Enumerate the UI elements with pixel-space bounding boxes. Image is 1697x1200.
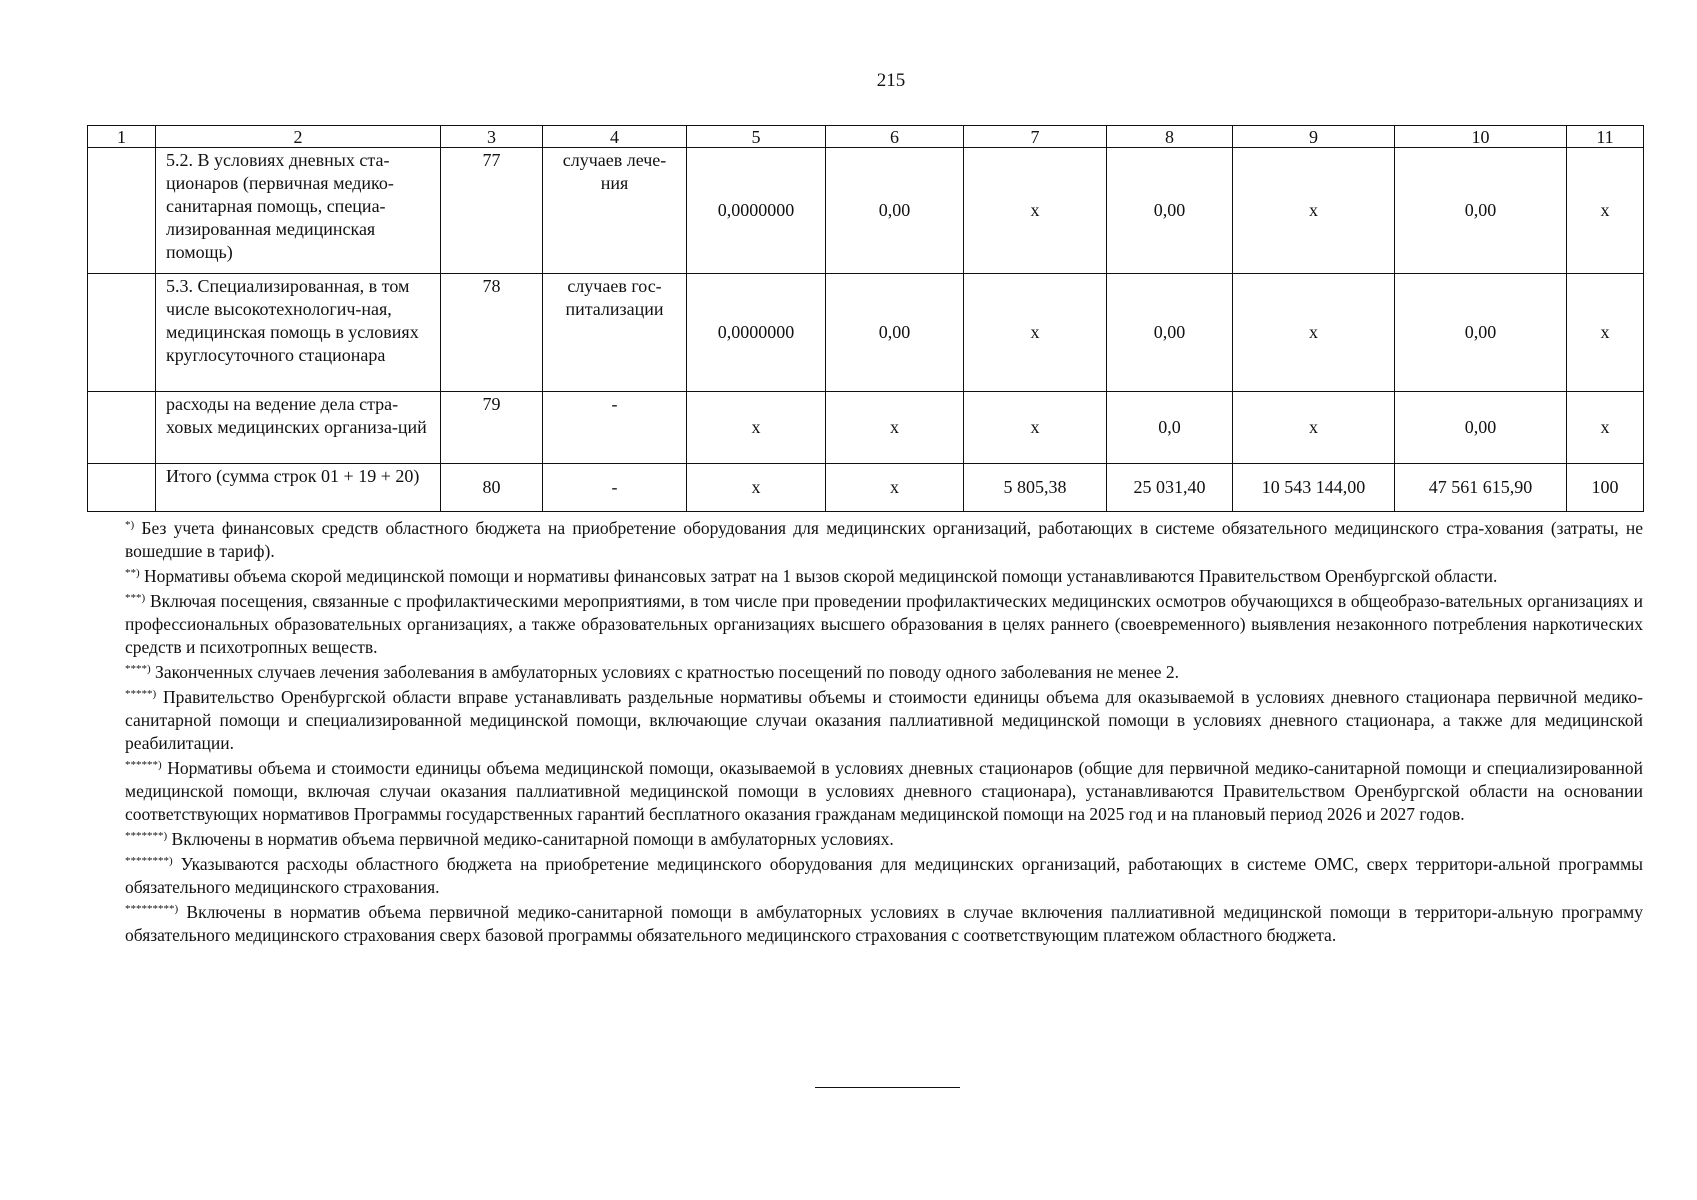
footnote-mark: *******): [125, 830, 168, 842]
column-number: 6: [826, 126, 964, 148]
footnote-mark: ********): [125, 855, 173, 867]
table-cell: 0,00: [826, 148, 964, 274]
unit-cell: -: [543, 392, 687, 464]
footnote-mark: **): [125, 567, 140, 579]
line-number: 80: [441, 464, 543, 512]
line-number: 77: [441, 148, 543, 274]
table-cell: 0,00: [1395, 274, 1567, 392]
table-cell: х: [826, 464, 964, 512]
table-cell: [88, 464, 156, 512]
footnote: [125, 901, 1643, 947]
footnote-text: Указываются расходы областного бюджета на приобретение медицинского оборудования для медицинских организаций, работающих в системе ОМС, сверх территори-альной программы обязательного медицинского страхования.: [125, 854, 1643, 897]
table-cell: х: [687, 392, 826, 464]
row-name: Итого (сумма строк 01 + 19 + 20): [156, 464, 441, 512]
table-cell: х: [964, 148, 1107, 274]
row-name: 5.2. В условиях дневных ста-ционаров (первичная медико-санитарная помощь, специа-лизированная медицинская помощь): [156, 148, 441, 274]
footnote-text: Включены в норматив объема первичной медико-санитарной помощи в амбулаторных условиях в случае включения паллиативной медицинской помощи в территори-альную программу обязательного медицинского страхования сверх базовой программы обязательного медицинского страхования с соответствующим платежом областного бюджета.: [125, 902, 1643, 945]
table-cell: 5 805,38: [964, 464, 1107, 512]
footnote: [125, 565, 1643, 588]
footnote-mark: *****): [125, 688, 157, 700]
table-row: [88, 274, 1644, 392]
table-cell: [88, 148, 156, 274]
table-cell: [88, 274, 156, 392]
column-number: 9: [1233, 126, 1395, 148]
footnote-mark: ****): [125, 663, 151, 675]
footnote: [125, 853, 1643, 899]
table-cell: 0,0000000: [687, 274, 826, 392]
table-cell: [88, 392, 156, 464]
footnote: [125, 590, 1643, 659]
table-cell: 47 561 615,90: [1395, 464, 1567, 512]
data-table: [87, 125, 1644, 512]
footnote: [125, 661, 1643, 684]
table-cell: 0,00: [1395, 148, 1567, 274]
table-cell: 0,0000000: [687, 148, 826, 274]
footnote-mark: *): [125, 519, 135, 531]
footnote-text: Нормативы объема и стоимости единицы объема медицинской помощи, оказываемой в условиях дневных стационаров (общие для первичной медико-санитарной помощи и специализированной медицинской помощи, включая случаи оказания паллиативной медицинской помощи в условиях дневного стационара), устанавливаются Правительством Оренбургской области на основании соответствующих нормативов Программы государственных гарантий бесплатного оказания гражданам медицинской помощи на 2025 год и на плановый период 2026 и 2027 годов.: [125, 758, 1643, 824]
table-row: [88, 148, 1644, 274]
table-cell: 0,00: [826, 274, 964, 392]
footnote-text: Законченных случаев лечения заболевания в амбулаторных условиях с кратностью посещений по поводу одного заболевания не менее 2.: [150, 662, 1180, 682]
footnote-text: Правительство Оренбургской области вправе устанавливать раздельные нормативы объемы и стоимости единицы объема для оказываемой в условиях дневного стационара первичной медико-санитарной помощи и специализированной медицинской помощи, включающие случаи оказания паллиативной медицинской помощи в условиях дневного стационара, а также для медицинской реабилитации.: [125, 687, 1643, 753]
unit-cell: -: [543, 464, 687, 512]
footnote-text: Без учета финансовых средств областного бюджета на приобретение оборудования для медицинских организаций, работающих в системе обязательного медицинского стра-хования (затраты, не вошедшие в тариф).: [125, 518, 1643, 561]
column-number: 4: [543, 126, 687, 148]
table-cell: х: [1233, 392, 1395, 464]
footnotes: [125, 517, 1643, 949]
end-divider-line: [815, 1087, 960, 1088]
footnote: [125, 757, 1643, 826]
table-cell: х: [1233, 274, 1395, 392]
column-number: 7: [964, 126, 1107, 148]
footnote: [125, 517, 1643, 563]
unit-cell: случаев гос-питализации: [543, 274, 687, 392]
table-row-total: [88, 464, 1644, 512]
line-number: 78: [441, 274, 543, 392]
column-number: 11: [1567, 126, 1644, 148]
table-cell: 0,00: [1107, 148, 1233, 274]
footnote: [125, 686, 1643, 755]
column-number: 1: [88, 126, 156, 148]
table-cell: х: [1567, 148, 1644, 274]
table-row: [88, 392, 1644, 464]
table-cell: 100: [1567, 464, 1644, 512]
table-cell: х: [964, 392, 1107, 464]
unit-cell: случаев лече-ния: [543, 148, 687, 274]
table-cell: х: [1567, 392, 1644, 464]
table-header-row: [88, 126, 1644, 148]
column-number: 10: [1395, 126, 1567, 148]
table-cell: 0,00: [1107, 274, 1233, 392]
footnote: [125, 828, 1643, 851]
footnote-text: Включая посещения, связанные с профилактическими мероприятиями, в том числе при проведении профилактических медицинских осмотров обучающихся в общеобразо-вательных организациях и профессиональных образовательных организациях, а также образовательных организациях высшего образования в целях раннего (своевременного) выявления незаконного потребления наркотических средств и психотропных веществ.: [125, 591, 1643, 657]
table-cell: х: [964, 274, 1107, 392]
column-number: 5: [687, 126, 826, 148]
footnote-mark: ***): [125, 592, 146, 604]
column-number: 8: [1107, 126, 1233, 148]
table-cell: х: [826, 392, 964, 464]
table-cell: 25 031,40: [1107, 464, 1233, 512]
table-cell: х: [687, 464, 826, 512]
footnote-mark: *********): [125, 903, 179, 915]
row-name: расходы на ведение дела стра-ховых медицинских организа-ций: [156, 392, 441, 464]
column-number: 3: [441, 126, 543, 148]
page-number: 215: [876, 70, 906, 91]
table-cell: х: [1567, 274, 1644, 392]
line-number: 79: [441, 392, 543, 464]
footnote-mark: ******): [125, 759, 162, 771]
footnote-text: Нормативы объема скорой медицинской помощи и нормативы финансовых затрат на 1 вызов скорой медицинской помощи устанавливаются Правительством Оренбургской области.: [139, 566, 1498, 586]
footnote-text: Включены в норматив объема первичной медико-санитарной помощи в амбулаторных условиях.: [167, 829, 894, 849]
table-cell: 0,00: [1395, 392, 1567, 464]
table-cell: х: [1233, 148, 1395, 274]
column-number: 2: [156, 126, 441, 148]
table-cell: 0,0: [1107, 392, 1233, 464]
table-cell: 10 543 144,00: [1233, 464, 1395, 512]
row-name: 5.3. Специализированная, в том числе высокотехнологич-ная, медицинская помощь в условиях круглосуточного стационара: [156, 274, 441, 392]
